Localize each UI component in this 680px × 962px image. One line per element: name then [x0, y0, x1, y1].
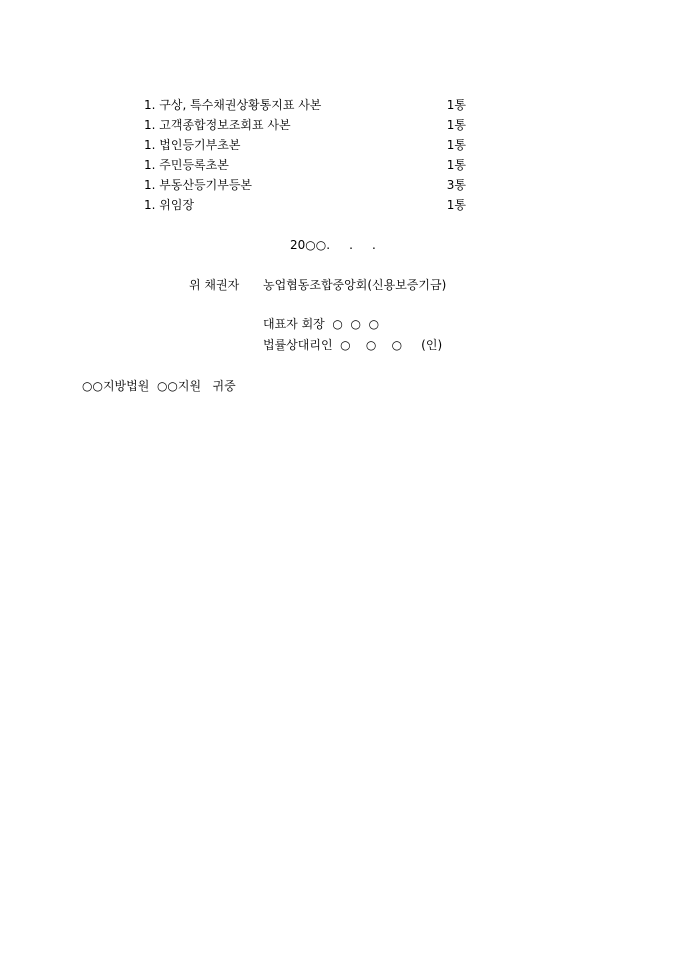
attachment-quantity: 1통 [446, 138, 466, 152]
attachment-name: 1. 주민등록초본 [144, 158, 229, 172]
attachment-item [144, 135, 474, 155]
attachment-item [144, 155, 474, 175]
attachment-quantity: 1통 [446, 98, 466, 112]
attachment-name: 1. 구상, 특수채권상황통지표 사본 [144, 98, 322, 112]
creditor-label: 위 채권자 [189, 278, 240, 292]
attachment-item [144, 95, 474, 115]
attachment-name: 1. 위임장 [144, 198, 195, 212]
attachment-quantity: 1통 [446, 158, 466, 172]
attachment-list [144, 95, 474, 215]
attachment-name: 1. 법인등기부초본 [144, 138, 241, 152]
attachment-item [144, 175, 474, 195]
court-addressee: ○○지방법원 ○○지원 귀중 [82, 379, 236, 393]
representative-line: 대표자 회장 ○ ○ ○ [263, 317, 380, 331]
attachment-quantity: 3통 [446, 178, 466, 192]
attachment-item [144, 195, 474, 215]
creditor-line [189, 276, 446, 294]
creditor-name: 농업협동조합중앙회(신용보증기금) [263, 278, 447, 292]
attachment-quantity: 1통 [446, 118, 466, 132]
attachment-name: 1. 고객종합정보조회표 사본 [144, 118, 291, 132]
legal-agent-line: 법률상대리인 ○ ○ ○ (인) [263, 338, 443, 352]
attachment-name: 1. 부동산등기부등본 [144, 178, 253, 192]
document-date: 20○○. . . [290, 238, 376, 252]
attachment-quantity: 1통 [446, 198, 466, 212]
attachment-item [144, 115, 474, 135]
